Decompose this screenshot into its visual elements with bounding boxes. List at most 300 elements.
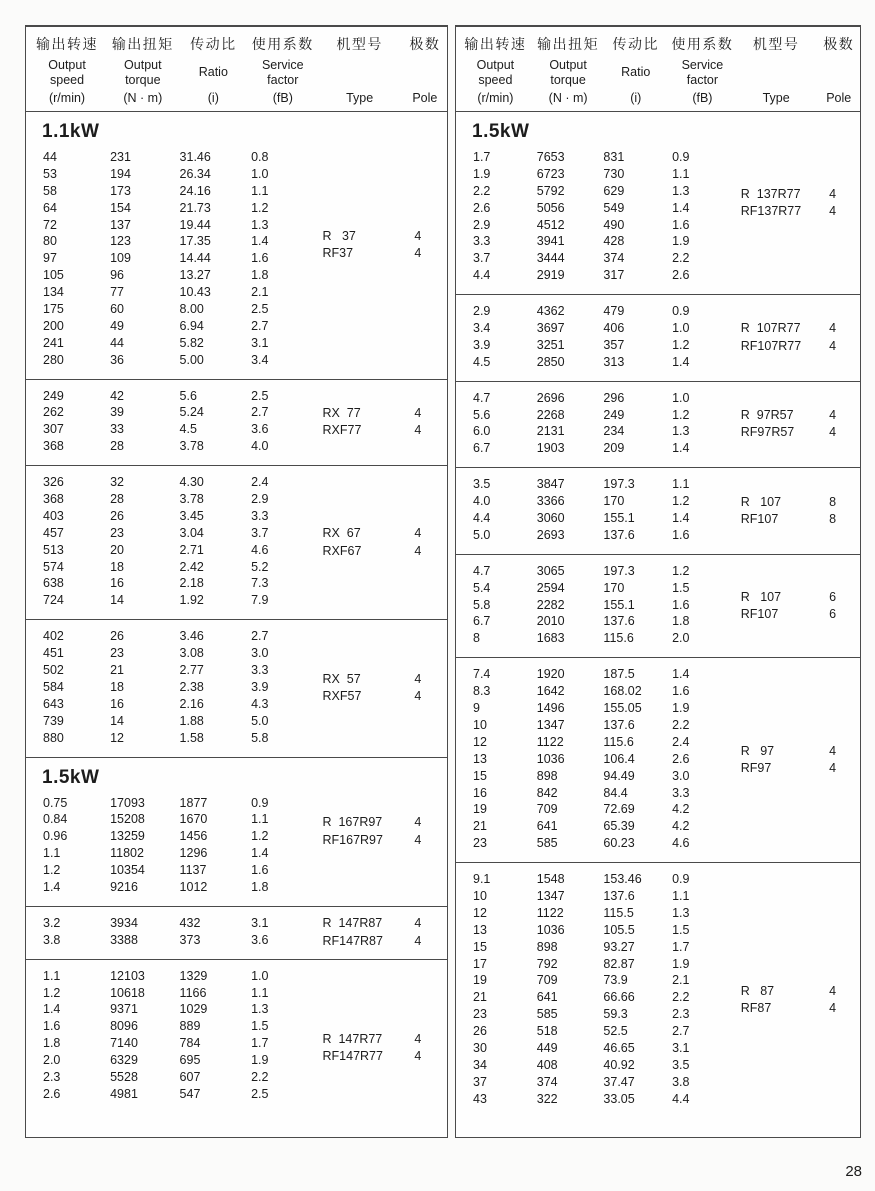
output-torque-cell: 2850: [536, 354, 565, 369]
service-factor-cell: 3.1: [672, 1040, 690, 1055]
service-factor-cell: 1.4: [251, 234, 269, 249]
type-pole-group: [735, 382, 860, 468]
header-output-torque: [535, 34, 602, 105]
type-cell: R 137R77: [740, 186, 801, 201]
output-speed-cell: 3.5: [473, 477, 491, 492]
output-torque-cell: 39: [110, 405, 124, 420]
output-torque-cell: 20: [110, 542, 124, 557]
header-output-torque-zh: 输出扭矩: [111, 36, 174, 52]
ratio-cell: 60.23: [603, 836, 635, 851]
table-block: [456, 862, 860, 1137]
output-speed-cell: 280: [43, 352, 64, 367]
output-speed-cell: 4.7: [473, 390, 491, 405]
header-service-factor-zh: 使用系数: [251, 36, 314, 52]
type-cell: RXF67: [322, 543, 362, 558]
type-cell: RX 57: [322, 671, 361, 686]
output-speed-cell: 1.4: [43, 1002, 61, 1017]
output-torque-cell: 1122: [536, 734, 564, 749]
ratio-cell: 629: [603, 183, 625, 198]
pole-cell: 4: [829, 338, 837, 353]
output-speed-cell: 34: [473, 1057, 487, 1072]
output-torque-cell: 96: [110, 268, 124, 283]
page-number: 28: [845, 1163, 862, 1180]
type-pole-group: [317, 380, 448, 466]
output-speed-cell: 326: [43, 475, 64, 490]
header-ratio: [178, 34, 250, 105]
ratio-cell: 2.16: [179, 696, 204, 711]
table-block: [26, 757, 447, 906]
type-cell: RF97: [740, 761, 772, 776]
output-torque-cell: 3366: [536, 494, 565, 509]
header-pole-unit: Pole: [826, 91, 852, 105]
ratio-cell: 187.5: [603, 667, 635, 682]
header-type-unit: Type: [762, 91, 790, 105]
header-type-zh: 机型号: [752, 36, 800, 52]
ratio-cell: 2.18: [179, 576, 204, 591]
header-output-speed-en2: speed: [478, 72, 513, 87]
service-factor-cell: 1.4: [672, 667, 690, 682]
output-torque-cell: 898: [536, 939, 558, 954]
pole-cell: 4: [414, 543, 422, 558]
ratio-cell: 313: [603, 354, 625, 369]
ratio-cell: 479: [603, 304, 625, 319]
type-line: [735, 320, 860, 338]
header-service-factor: [670, 34, 735, 105]
output-speed-cell: 1.1: [43, 846, 61, 861]
pole-cell: 4: [829, 425, 837, 440]
output-torque-cell: 11802: [110, 846, 144, 861]
service-factor-cell: 1.2: [672, 494, 690, 509]
output-torque-cell: 6723: [536, 166, 565, 181]
output-torque-cell: 5056: [536, 200, 565, 215]
header-pole-zh: 极数: [823, 36, 855, 52]
ratio-cell: 168.02: [603, 684, 642, 699]
header-output-torque-en2: torque: [125, 72, 161, 87]
header-service-factor-en1: Service: [261, 58, 304, 72]
type-line: [317, 525, 448, 543]
output-speed-cell: 2.3: [43, 1069, 61, 1084]
output-speed-cell: 2.2: [473, 183, 491, 198]
ratio-cell: 784: [179, 1036, 201, 1051]
ratio-cell: 432: [179, 915, 201, 930]
header-type-zh: 机型号: [336, 36, 383, 52]
table-left-blocks: [26, 112, 447, 1137]
service-factor-cell: 3.1: [251, 335, 269, 350]
header-pole-unit: Pole: [412, 91, 438, 105]
pole-cell: 4: [829, 761, 837, 776]
service-factor-cell: 1.3: [672, 905, 690, 920]
ratio-cell: 5.00: [179, 352, 204, 367]
ratio-cell: 17.35: [179, 234, 211, 249]
service-factor-cell: 1.6: [672, 597, 690, 612]
ratio-cell: 2.42: [179, 559, 204, 574]
header-output-torque: [108, 34, 177, 105]
ratio-cell: 115.5: [603, 905, 634, 920]
type-cell: R 167R97: [322, 815, 383, 830]
ratio-cell: 695: [179, 1053, 201, 1068]
ratio-cell: 3.45: [179, 508, 204, 523]
table-block: [456, 467, 860, 554]
service-factor-cell: 1.0: [672, 321, 690, 336]
output-torque-cell: 44: [110, 335, 124, 350]
service-factor-cell: 1.6: [251, 863, 269, 878]
table-block: [456, 554, 860, 657]
service-factor-cell: 7.3: [251, 576, 269, 591]
output-speed-cell: 1.7: [473, 150, 491, 164]
ratio-cell: 155.05: [603, 701, 642, 716]
pole-cell: 4: [414, 1031, 422, 1046]
service-factor-cell: 0.9: [672, 872, 690, 887]
service-factor-cell: 4.3: [251, 696, 269, 711]
service-factor-cell: 2.6: [672, 751, 690, 766]
output-speed-cell: 5.4: [473, 580, 491, 595]
ratio-cell: 1.88: [179, 713, 204, 728]
ratio-cell: 153.46: [603, 872, 642, 887]
ratio-cell: 5.24: [179, 405, 204, 420]
output-torque-cell: 1036: [536, 922, 565, 937]
type-cell: RF147R77: [322, 1049, 383, 1064]
output-torque-cell: 842: [536, 785, 558, 800]
output-speed-cell: 241: [43, 335, 64, 350]
output-torque-cell: 792: [536, 956, 558, 971]
service-factor-cell: 3.3: [251, 508, 269, 523]
type-line: [735, 203, 860, 221]
table-block: [26, 906, 447, 959]
output-torque-cell: 33: [110, 422, 124, 437]
output-torque-cell: 23: [110, 525, 124, 540]
ratio-cell: 406: [603, 321, 625, 336]
type-pole-group: [735, 863, 860, 1137]
output-speed-cell: 16: [473, 785, 487, 800]
service-factor-cell: 1.0: [672, 390, 690, 405]
ratio-cell: 1296: [179, 846, 208, 861]
service-factor-cell: 1.0: [251, 166, 269, 181]
output-speed-cell: 72: [43, 217, 57, 232]
header-output-torque-unit: (N · m): [123, 91, 163, 105]
type-cell: RF97R57: [740, 425, 795, 440]
service-factor-cell: 1.3: [251, 217, 269, 232]
pole-cell: 4: [414, 246, 422, 261]
service-factor-cell: 1.4: [672, 441, 690, 456]
header-ratio-unit: (i): [630, 91, 642, 105]
output-speed-cell: 15: [473, 768, 487, 783]
output-speed-cell: 43: [473, 1091, 487, 1106]
output-speed-cell: 1.8: [43, 1036, 61, 1051]
service-factor-cell: 5.2: [251, 559, 269, 574]
pole-cell: 8: [829, 494, 837, 509]
output-speed-cell: 23: [473, 1007, 487, 1022]
output-torque-cell: 898: [536, 768, 558, 783]
type-pole-group: [317, 960, 448, 1137]
type-cell: R 107R77: [740, 321, 801, 336]
output-torque-cell: 154: [110, 200, 131, 215]
ratio-cell: 374: [603, 251, 625, 266]
header-output-speed-en1: Output: [48, 58, 86, 72]
header-ratio-en: Ratio: [198, 65, 228, 80]
output-torque-cell: 1903: [536, 441, 565, 456]
service-factor-cell: 3.0: [672, 768, 690, 783]
type-line: [317, 405, 448, 423]
output-speed-cell: 724: [43, 593, 64, 608]
pole-cell: 4: [414, 671, 422, 686]
ratio-cell: 31.46: [179, 150, 211, 164]
table-header-right: [456, 27, 860, 112]
output-speed-cell: 44: [43, 150, 57, 164]
output-speed-cell: 249: [43, 388, 64, 403]
service-factor-cell: 2.7: [251, 629, 269, 644]
type-line: [735, 743, 860, 761]
output-speed-cell: 5.8: [473, 597, 491, 612]
service-factor-cell: 1.2: [251, 829, 269, 844]
ratio-cell: 26.34: [179, 166, 211, 181]
table-block: [456, 381, 860, 468]
ratio-cell: 105.5: [603, 922, 635, 937]
service-factor-cell: 2.7: [251, 318, 269, 333]
ratio-cell: 93.27: [603, 939, 635, 954]
output-torque-cell: 14: [110, 593, 124, 608]
output-torque-cell: 14: [110, 713, 124, 728]
pole-cell: 6: [829, 589, 837, 604]
output-torque-cell: 28: [110, 439, 124, 454]
type-line: [735, 511, 860, 529]
output-torque-cell: 26: [110, 508, 124, 523]
output-speed-cell: 9.1: [473, 872, 491, 887]
output-speed-cell: 4.0: [473, 494, 491, 509]
service-factor-cell: 1.9: [672, 956, 690, 971]
ratio-cell: 65.39: [603, 819, 635, 834]
type-cell: R 147R77: [322, 1031, 383, 1046]
type-pole-group: [735, 112, 860, 294]
output-speed-cell: 4.4: [473, 511, 491, 526]
output-speed-cell: 134: [43, 285, 64, 300]
type-line: [317, 933, 448, 951]
output-speed-cell: 880: [43, 730, 64, 745]
section-title: 1.5kW: [42, 766, 100, 788]
ratio-cell: 3.08: [179, 646, 204, 661]
output-torque-cell: 194: [110, 166, 131, 181]
output-torque-cell: 2693: [536, 527, 565, 542]
type-cell: R 37: [322, 228, 356, 243]
service-factor-cell: 2.5: [251, 388, 269, 403]
output-torque-cell: 1036: [536, 751, 565, 766]
output-torque-cell: 18: [110, 559, 124, 574]
service-factor-cell: 1.5: [251, 1019, 269, 1034]
service-factor-cell: 2.5: [251, 302, 269, 317]
header-ratio-zh: 传动比: [190, 36, 237, 52]
output-speed-cell: 13: [473, 922, 487, 937]
output-speed-cell: 4.5: [473, 354, 491, 369]
output-torque-cell: 408: [536, 1057, 558, 1072]
ratio-cell: 357: [603, 337, 625, 352]
output-torque-cell: 3251: [536, 337, 565, 352]
pole-cell: 4: [829, 743, 837, 758]
output-torque-cell: 109: [110, 251, 131, 266]
ratio-cell: 6.94: [179, 318, 204, 333]
output-torque-cell: 10354: [110, 863, 145, 878]
output-torque-cell: 4362: [536, 304, 565, 319]
output-speed-cell: 10: [473, 717, 487, 732]
output-speed-cell: 19: [473, 802, 487, 817]
pole-cell: 4: [829, 983, 837, 998]
type-cell: RX 77: [322, 405, 361, 420]
output-speed-cell: 7.4: [473, 667, 491, 682]
type-pole-group: [317, 466, 448, 619]
pole-cell: 4: [414, 526, 422, 541]
service-factor-cell: 4.2: [672, 819, 690, 834]
output-speed-cell: 8: [473, 631, 480, 646]
header-type-unit: Type: [346, 91, 374, 105]
output-speed-cell: 4.7: [473, 563, 491, 578]
ratio-cell: 3.78: [179, 492, 204, 507]
output-speed-cell: 175: [43, 302, 64, 317]
table-right-blocks: [456, 112, 860, 1137]
service-factor-cell: 1.4: [251, 846, 269, 861]
output-speed-cell: 105: [43, 268, 64, 283]
ratio-cell: 1029: [179, 1002, 208, 1017]
ratio-cell: 547: [179, 1086, 201, 1101]
output-torque-cell: 10618: [110, 985, 145, 1000]
output-torque-cell: 3847: [536, 477, 565, 492]
ratio-cell: 19.44: [179, 217, 211, 232]
service-factor-cell: 1.7: [251, 1036, 269, 1051]
header-service-factor-unit: (fB): [692, 91, 713, 105]
output-speed-cell: 6.0: [473, 424, 491, 439]
output-torque-cell: 641: [536, 819, 558, 834]
service-factor-cell: 5.0: [251, 713, 269, 728]
ratio-cell: 730: [603, 166, 625, 181]
output-speed-cell: 64: [43, 200, 57, 215]
service-factor-cell: 1.1: [251, 812, 269, 827]
output-torque-cell: 231: [110, 150, 131, 164]
type-pole-group: [317, 112, 448, 379]
type-line: [317, 422, 448, 440]
pole-cell: 6: [829, 607, 837, 622]
output-torque-cell: 28: [110, 492, 124, 507]
output-torque-cell: 21: [110, 663, 124, 678]
output-speed-cell: 37: [473, 1074, 487, 1089]
output-torque-cell: 2696: [536, 390, 565, 405]
output-speed-cell: 502: [43, 663, 64, 678]
output-torque-cell: 3697: [536, 321, 565, 336]
service-factor-cell: 1.3: [672, 183, 690, 198]
output-torque-cell: 5528: [110, 1069, 138, 1084]
output-torque-cell: 18: [110, 679, 124, 694]
header-output-speed-unit: (r/min): [48, 91, 86, 105]
output-speed-cell: 6.7: [473, 614, 491, 629]
service-factor-cell: 2.2: [672, 990, 690, 1005]
header-output-speed-en2: speed: [50, 72, 85, 87]
output-speed-cell: 368: [43, 492, 64, 507]
output-torque-cell: 123: [110, 234, 131, 249]
output-speed-cell: 5.0: [473, 527, 491, 542]
ratio-cell: 59.3: [603, 1007, 628, 1022]
header-output-torque-unit: (N · m): [548, 91, 588, 105]
service-factor-cell: 1.1: [251, 985, 269, 1000]
output-torque-cell: 1548: [536, 872, 565, 887]
service-factor-cell: 1.6: [672, 527, 690, 542]
header-service-factor-en2: factor: [267, 72, 299, 87]
service-factor-cell: 3.3: [251, 663, 269, 678]
service-factor-cell: 1.2: [251, 200, 269, 215]
service-factor-cell: 1.6: [251, 251, 269, 266]
pole-cell: 4: [829, 186, 837, 201]
table-block: [456, 294, 860, 381]
header-ratio-en: Ratio: [621, 65, 651, 80]
ratio-cell: 5.82: [179, 335, 204, 350]
ratio-cell: 197.3: [603, 563, 635, 578]
output-speed-cell: 3.9: [473, 337, 491, 352]
output-speed-cell: 1.2: [43, 863, 61, 878]
service-factor-cell: 1.1: [672, 888, 690, 903]
ratio-cell: 37.47: [603, 1074, 635, 1089]
ratio-cell: 1.58: [179, 730, 204, 745]
ratio-cell: 115.6: [603, 734, 634, 749]
ratio-cell: 84.4: [603, 785, 628, 800]
output-torque-cell: 173: [110, 183, 131, 198]
service-factor-cell: 1.2: [672, 407, 690, 422]
type-pole-group: [317, 907, 448, 959]
output-speed-cell: 1.1: [43, 968, 61, 983]
header-pole-zh: 极数: [409, 36, 441, 52]
service-factor-cell: 2.9: [251, 492, 269, 507]
output-speed-cell: 3.2: [43, 915, 61, 930]
ratio-cell: 197.3: [603, 477, 635, 492]
output-torque-cell: 3060: [536, 511, 565, 526]
output-speed-cell: 8.3: [473, 684, 491, 699]
output-torque-cell: 1642: [536, 684, 565, 699]
pole-cell: 4: [414, 1049, 422, 1064]
ratio-cell: 115.6: [603, 631, 634, 646]
type-cell: R 97R57: [740, 407, 794, 422]
output-torque-cell: 3444: [536, 251, 565, 266]
service-factor-cell: 3.6: [251, 932, 269, 947]
header-ratio: [601, 34, 670, 105]
ratio-cell: 155.1: [603, 511, 635, 526]
service-factor-cell: 2.7: [251, 405, 269, 420]
output-torque-cell: 23: [110, 646, 124, 661]
service-factor-cell: 7.9: [251, 593, 269, 608]
output-speed-cell: 402: [43, 629, 64, 644]
service-factor-cell: 2.2: [672, 717, 690, 732]
ratio-cell: 4.5: [179, 422, 197, 437]
output-torque-cell: 60: [110, 302, 124, 317]
header-output-torque-zh: 输出扭矩: [537, 36, 600, 52]
service-factor-cell: 1.5: [672, 580, 690, 595]
header-service-factor-unit: (fB): [272, 91, 293, 105]
output-speed-cell: 15: [473, 939, 487, 954]
output-speed-cell: 3.8: [43, 932, 61, 947]
output-torque-cell: 585: [536, 1007, 558, 1022]
type-cell: RF107: [740, 607, 779, 622]
output-speed-cell: 643: [43, 696, 64, 711]
spec-table-right: [455, 25, 861, 1138]
table-block: [26, 959, 447, 1137]
ratio-cell: 170: [603, 580, 625, 595]
type-line: [317, 688, 448, 706]
header-pole: [403, 34, 447, 105]
output-speed-cell: 403: [43, 508, 64, 523]
output-torque-cell: 2594: [536, 580, 565, 595]
header-type: [316, 34, 402, 105]
output-torque-cell: 42: [110, 388, 124, 403]
output-torque-cell: 7140: [110, 1036, 138, 1051]
ratio-cell: 40.92: [603, 1057, 635, 1072]
output-speed-cell: 2.6: [43, 1086, 61, 1101]
output-torque-cell: 1496: [536, 701, 565, 716]
ratio-cell: 1012: [179, 879, 208, 894]
service-factor-cell: 3.5: [672, 1057, 690, 1072]
output-speed-cell: 584: [43, 679, 64, 694]
